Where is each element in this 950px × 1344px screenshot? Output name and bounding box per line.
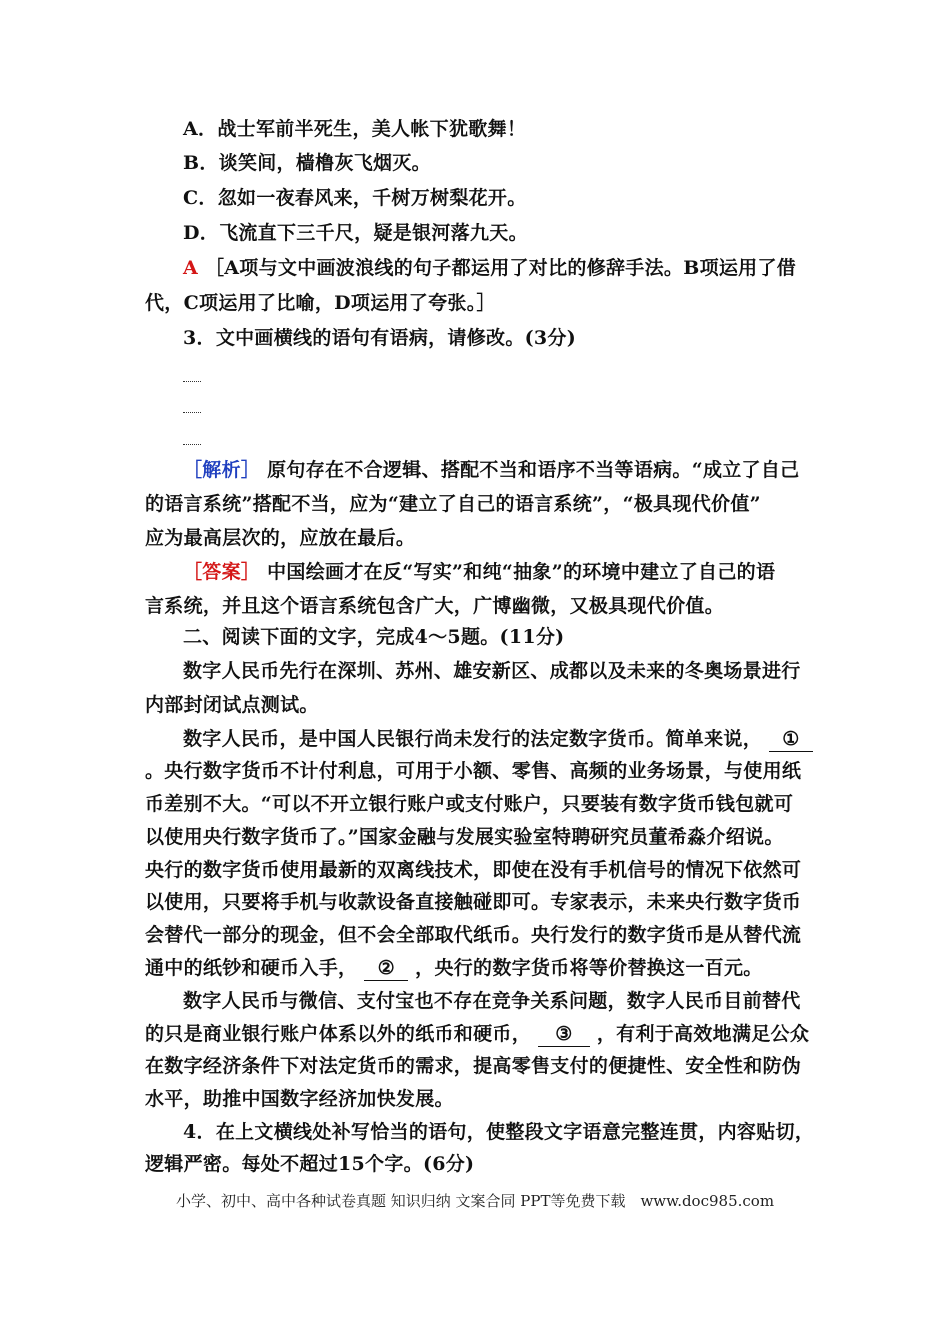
p2-line8: [145, 954, 815, 982]
option-c: C．忽如一夜春风来，千树万树梨花开。: [183, 187, 527, 209]
analysis-tag: ［解析］: [183, 459, 261, 481]
p3-line4: 水平，助推中国数字经济加快发展。: [145, 1088, 454, 1110]
answer-blank-line-1: [183, 381, 201, 382]
option-d: D．飞流直下三千尺，疑是银河落九天。: [183, 222, 528, 244]
fill-blank-1[interactable]: ①: [769, 727, 813, 752]
p2-line3: 币差别不大。“可以不开立银行账户或支付账户，只要装有数字货币钱包就可: [145, 793, 794, 815]
q2-explain-line1: ［A项与文中画波浪线的句子都运用了对比的修辞手法。B项运用了借: [204, 257, 797, 279]
p3-text-2b: ，有利于高效地满足公众: [596, 1023, 810, 1045]
answer-tag: ［答案］: [183, 561, 261, 583]
p3-line2: [145, 1020, 815, 1048]
q2-answer-line1: [183, 254, 815, 282]
option-b: B．谈笑间，樯橹灰飞烟灭。: [183, 152, 431, 174]
p2-text-8b: ，央行的数字货币将等价替换这一百元。: [415, 957, 763, 979]
q3-analysis-line3: 应为最高层次的，应放在最后。: [145, 527, 416, 549]
p3-text-2a: 的只是商业银行账户体系以外的纸币和硬币，: [145, 1023, 532, 1045]
p3-line1: 数字人民币与微信、支付宝也不存在竞争关系问题，数字人民币目前替代: [183, 990, 801, 1012]
q3-answer-line2: 言系统，并且这个语言系统包含广大，广博幽微，又极具现代价值。: [145, 595, 725, 617]
q3-prompt: 3．文中画横线的语句有语病，请修改。(3分): [183, 327, 577, 349]
q4-line2: 逻辑严密。每处不超过15个字。(6分): [145, 1153, 475, 1175]
analysis-text-1: 原句存在不合逻辑、搭配不当和语序不当等语病。“成立了自己: [267, 459, 800, 481]
p2-line7: 会替代一部分的现金，但不会全部取代纸币。央行发行的数字货币是从替代流: [145, 924, 802, 946]
answer-text-1: 中国绘画才在反“写实”和纯“抽象”的环境中建立了自己的语: [267, 561, 776, 583]
option-a: A．战士军前半死生，美人帐下犹歌舞！: [183, 118, 527, 140]
q2-answer-letter: A: [183, 257, 199, 279]
p2-line5: 央行的数字货币使用最新的双离线技术，即使在没有手机信号的情况下依然可: [145, 859, 802, 881]
fill-blank-3[interactable]: ③: [538, 1022, 590, 1047]
p2-line4: 以使用央行数字货币了。”国家金融与发展实验室特聘研究员董希淼介绍说。: [145, 826, 784, 848]
answer-blank-line-2: [183, 412, 201, 413]
p2-line2: 。央行数字货币不计付利息，可用于小额、零售、高频的业务场景，与使用纸: [145, 760, 802, 782]
p1-line1: 数字人民币先行在深圳、苏州、雄安新区、成都以及未来的冬奥场景进行: [183, 660, 801, 682]
section2-heading: 二、阅读下面的文字，完成4～5题。(11分): [183, 626, 565, 648]
q4-line1: 4．在上文横线处补写恰当的语句，使整段文字语意完整连贯，内容贴切，: [183, 1121, 815, 1143]
fill-blank-2[interactable]: ②: [364, 956, 408, 981]
p2-text-1: 数字人民币，是中国人民银行尚未发行的法定数字货币。简单来说，: [183, 728, 763, 750]
q3-answer-line1: [183, 558, 815, 586]
answer-blank-line-3: [183, 444, 201, 445]
p2-line6: 以使用，只要将手机与收款设备直接触碰即可。专家表示，未来央行数字货币: [145, 891, 802, 913]
q3-analysis-line1: [183, 456, 815, 484]
q3-analysis-line2: 的语言系统”搭配不当，应为“建立了自己的语言系统”，“极具现代价值”: [145, 493, 761, 515]
p2-text-8a: 通中的纸钞和硬币入手，: [145, 957, 358, 979]
p1-line2: 内部封闭试点测试。: [145, 694, 319, 716]
q2-explain-line2: 代，C项运用了比喻，D项运用了夸张。］: [145, 292, 496, 314]
p3-line3: 在数字经济条件下对法定货币的需求，提高零售支付的便捷性、安全性和防伪: [145, 1055, 802, 1077]
p2-line1: [183, 725, 815, 753]
page-footer: 小学、初中、高中各种试卷真题 知识归纳 文案合同 PPT等免费下载 www.doc985.com: [175, 1192, 775, 1210]
